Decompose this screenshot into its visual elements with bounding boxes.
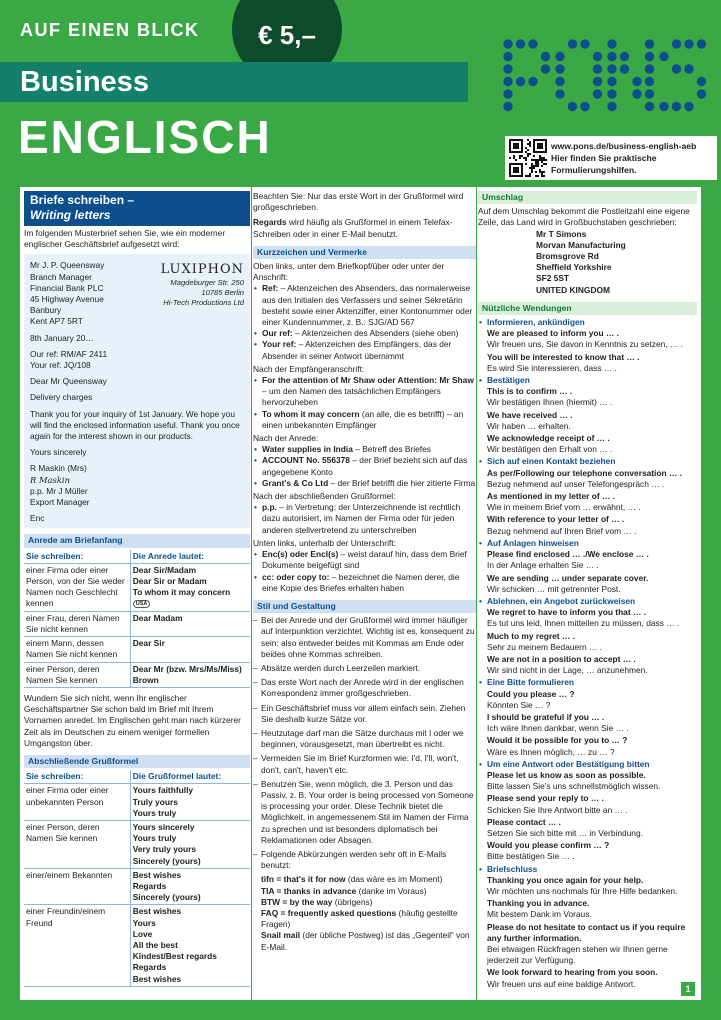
phrase-english: Would it be possible for you to … ?: [487, 735, 628, 746]
list-item: – Das erste Wort nach der Anrede wird in der englischen Korrespondenz immer großgeschrieben.: [253, 677, 476, 699]
column-phrases: [478, 187, 697, 991]
abbreviation-list: [253, 874, 476, 952]
column-notes: Beachten Sie: Nur das erste Wort in der Grußformel wird großgeschrieben. Regards wird häufig als Grußformel in einem Telefax-Schreiben oder in einer E-Mail benutzt. Kurzzeichen und Vermerke Oben links, unter dem Briefkopf/über oder unter der Anschrift: • Ref: – Aktenzeichen des Absenders, das normalerweise aus den Initialen des Verfassers und seiner Sekretärin besteht sowie einer Aktenziffer, einer Kontonummer oder einer Kundennummer, z. B.: SJG/AD 567 • Our ref: – Aktenzeichen des Absenders (siehe oben) • Your ref: – Aktenzeichen des Empfängers, das der Absender in seiner Antwort übernimmt Nach der Empfängeranschrift: • For the attention of Mr Shaw oder Attention: Mr Shaw – um den Namen des tatsächlichen Empfängers hervorzuheben • To whom it may concern (an alle, die es betrifft) – an einen unbekannten Empfänger Nach der Anrede: • Water supplies in India – Betreff des Briefes • ACCOUNT No. 556378 – der Brief bezieht sich auf das angegebene Konto • Grant's & Co Ltd – der Brief betrifft die hier zitierte Firma Nach der abschließenden Grußformel: • p.p. – in Vertretung; der Unterzeichnende ist rechtlich dazu autorisiert, im Namen der Firma oder für jeden anderen stellvertretend zu unterschreiben Unten links, unterhalb der Unterschrift: • Enc(s) oder Encl(s) – weist darauf hin, dass dem Brief Dokumente beigefügt sind • cc: oder copy to: – bezeichnet die Namen derer, die eine Kopie des Briefes erhalten haben Stil und Gestaltung – Bei der Anrede und der Grußformel wird immer häufiger auf Interpunktion verzichtet. Wichtig ist es, konsequent zu sein: also entweder beides mit Kommas am Ende oder beides ohne Kommas schreiben. – Absätze werden durch Leerzeilen markiert. – Das erste Wort nach der Anrede wird in der englischen Korrespondenz immer großgeschrieben. – Ein Geschäftsbrief muss vor allem einfach sein. Ziehen Sie deshalb kurze Sätze vor. – Heutzutage darf man die Sätze durchaus mit I oder we beginnen, vorausgesetzt, man übertreibt es nicht. – Vermeiden Sie im Brief Kurzformen wie: I'd, I'll, won't, don't, can't, haven't etc. – Benutzen Sie, wenn möglich, die 3. Person und das Passiv, z. B. Your order is being processed von Someone is processing your order. Diese Technik bietet die Möglichkeit, in angemessenem Stil im Namen der Firma zu sprechen und ist besonders diplomatisch bei Reklamationen oder Absagen. – Folgende Abkürzungen werden sehr oft in E-Mails benutzt: tifn = that's it for now (das wäre es im Moment) TIA = thanks in advance (danke im Voraus) BTW = by the way (übrigens) FAQ = frequently asked questions (häufig gestellte Fragen) Snail mail (der übliche Postweg) ist das „Gegenteil“ von E-Mail.: [253, 187, 476, 953]
list-item: • ACCOUNT No. 556378 – der Brief bezieht sich auf das angegebene Konto: [253, 455, 476, 477]
phrase-group-heading: • Eine Bitte formulieren: [478, 677, 697, 688]
handwritten-signature: R Maskin: [30, 474, 70, 485]
list-item: • Water supplies in India – Betreff des Briefes: [253, 444, 476, 455]
phrase-english: Please send your reply to … .: [487, 793, 604, 804]
qr-info-box[interactable]: [505, 136, 717, 180]
column-divider: [476, 187, 477, 1000]
company-logo: LUXIPHON: [160, 262, 244, 278]
phrase-group-heading: • Briefschluss: [478, 864, 697, 875]
list-item: FAQ = frequently asked questions (häufig gestellte Fragen): [261, 907, 458, 930]
phrase-german: Bei etwaigen Rückfragen stehen wir Ihnen gerne jederzeit zur Verfügung.: [487, 944, 668, 966]
letter-signature-block: R Maskin (Mrs) R Maskin p.p. Mr J Müller Export Manager: [30, 463, 244, 508]
phrase-english: This is to confirm … .: [487, 386, 573, 397]
letterhead: LUXIPHON Magdeburger Str. 250 10785 Berlin Hi-Tech Productions Ltd: [148, 262, 244, 307]
letter-enclosure: Enc: [30, 513, 45, 524]
phrase-german: Könnten Sie … ?: [487, 699, 551, 710]
umschlag-text: Auf dem Umschlag bekommt die Postleitzahl eine eigene Zeile, das Land wird in Großbuchstaben geschrieben:: [478, 206, 690, 228]
phrase-german: Wie in meinem Brief vom … erwähnt, … .: [487, 502, 641, 513]
page-number: 1: [681, 982, 695, 996]
phrase-group-heading: • Um eine Antwort oder Bestätigung bitten: [478, 759, 697, 770]
anrede-list: [253, 444, 476, 489]
phrase-english: We are not in a position to accept … .: [487, 653, 636, 664]
phrase-german: Bitte bestätigen Sie … .: [487, 851, 575, 862]
phrase-group-heading: • Sich auf einen Kontakt beziehen: [478, 456, 697, 467]
phrase-german: Ich wäre Ihnen dankbar, wenn Sie … .: [487, 723, 629, 734]
page-header: [0, 0, 721, 190]
letter-subject: Delivery charges: [30, 392, 93, 403]
list-item: • Grant's & Co Ltd – der Brief betrifft die hier zitierte Firma: [253, 478, 476, 489]
qr-text-1: Hier finden Sie praktische: [551, 153, 657, 163]
phrase-german: Mit bestem Dank im Voraus.: [487, 909, 592, 920]
phrase-english: Much to my regret … .: [487, 630, 575, 641]
phrase-english: We acknowledge receipt of … .: [487, 433, 610, 444]
qr-code-icon[interactable]: [509, 139, 547, 177]
table-row: einer Person, deren Namen Sie kennen Dear Mr (bzw. Mrs/Ms/Miss) Brown: [24, 662, 250, 687]
table-row: einer Person, deren Namen Sie kennen Yours sincerely Yours truly Very truly yours Sincerely (yours): [24, 820, 250, 868]
list-item: tifn = that's it for now (das wäre es im Moment): [261, 874, 443, 885]
phrase-english: Please do not hesitate to contact us if you require any further information.: [487, 921, 686, 943]
phrase-german: Wir freuen uns auf eine baldige Antwort.: [487, 978, 636, 989]
phrase-german: Wir bestätigen den Erhalt von … .: [487, 444, 613, 455]
gruss-list: [253, 502, 476, 536]
phrase-english: We are sending … under separate cover.: [487, 572, 649, 583]
list-item: • Your ref: – Aktenzeichen des Empfängers, das der Absender in seiner Antwort übernimmt: [253, 339, 476, 361]
list-item: – Absätze werden durch Leerzeilen markiert.: [253, 663, 476, 674]
letters-intro: Im folgenden Musterbrief sehen Sie, wie ein moderner englischer Geschäftsbrief aufgesetzt wird:: [24, 228, 226, 250]
section-title-kurzzeichen: Kurzzeichen und Vermerke: [253, 246, 476, 259]
phrase-english: We look forward to hearing from you soon.: [487, 967, 658, 978]
section-title-letters: Briefe schreiben – Writing letters: [24, 191, 250, 226]
phrase-english: We regret to have to inform you that … .: [487, 607, 646, 618]
list-item: – Heutzutage darf man die Sätze durchaus mit I oder we beginnen, vorausgesetzt, man übertreibt es nicht.: [253, 728, 476, 750]
list-item: • Enc(s) oder Encl(s) – weist darauf hin, dass dem Brief Dokumente beigefügt sind: [253, 549, 476, 571]
empf-list: [253, 375, 476, 431]
phrase-english: You will be interested to know that … .: [487, 351, 640, 362]
list-item: – Ein Geschäftsbrief muss vor allem einfach sein. Ziehen Sie deshalb kurze Sätze vor.: [253, 703, 476, 725]
regards-note: Regards wird häufig als Grußformel in einem Telefax-Schreiben oder in einer E-Mail benutzt.: [253, 217, 453, 239]
phrase-german: Schicken Sie Ihre Antwort bitte an … .: [487, 804, 628, 815]
content-sheet: [20, 187, 701, 1000]
anrede-table: Sie schreiben: Die Anrede lautet: einer Firma oder einer Person, von der Sie weder Namen noch Geschlecht kennen Dear Sir/Madam Dear Sir or Madam To whom it may concern USA einer Frau, deren Namen Sie nicht kennen Dear Madam einem Mann, dessen Namen Sie nicht kennen Dear Sir einer Person, deren Namen Sie kennen Dear Mr (bzw. Mrs/Ms/Miss) Brown: [24, 550, 250, 688]
phrase-group-heading: • Ablehnen, ein Angebot zurückweisen: [478, 596, 697, 607]
list-item: – Benutzen Sie, wenn möglich, die 3. Person und das Passiv, z. B. Your order is being processed von Someone is processing your order. Diese Technik bietet die Möglichkeit, in angemessenem Stil im Namen der Firma zu sprechen und ist besonders diplomatisch bei Reklamationen oder Absagen.: [253, 779, 476, 846]
phrase-german: Wir bestätigen Ihnen (hiermit) … .: [487, 397, 613, 408]
pons-logo: [502, 36, 712, 116]
anrede-note: Wundern Sie sich nicht, wenn Ihr englischer Geschäftspartner Sie schon bald im Brief mit Ihrem Vornamen anredet. Im Englischen geht man nach kürzerer Zeit als im Deutschen zu einem weniger formellen Umgangston über.: [24, 692, 241, 748]
list-item: • Our ref: – Aktenzeichen des Absenders (siehe oben): [253, 328, 476, 339]
recipient-address: Mr J. P. Queensway Branch Manager Financial Bank PLC 45 Highway Avenue Banbury Kent AP7 5RT: [30, 260, 105, 327]
stil-list: [253, 615, 476, 871]
phrase-english: Please contact … .: [487, 816, 562, 827]
phrase-english: Thanking you in advance.: [487, 898, 590, 909]
letter-date: 8th January 20…: [30, 332, 94, 343]
section-title-umschlag: Umschlag: [478, 191, 697, 204]
phrase-german: Wir möchten uns nochmals für Ihre Hilfe bedanken.: [487, 885, 678, 896]
list-item: • p.p. – in Vertretung; der Unterzeichnende ist rechtlich dazu autorisiert, im Namen der Firma oder für jeden anderen stellvertretend zu unterschreiben: [253, 502, 476, 536]
title-englisch: ENGLISCH: [18, 111, 272, 163]
qr-url[interactable]: www.pons.de/business-english-aeb: [551, 141, 697, 151]
phrase-german: Wir schicken … mit getrennter Post.: [487, 583, 621, 594]
list-item: BTW = by the way (übrigens): [261, 896, 373, 907]
phrase-english: Please find enclosed … ./We enclose … .: [487, 549, 649, 560]
qr-text-2: Formulierungshilfen.: [551, 165, 637, 175]
letter-refs: Our ref: RM/AF 2411 Your ref: JQ/108: [30, 348, 108, 371]
kurz-list: [253, 283, 476, 361]
list-item: Snail mail (der übliche Postweg) ist das „Gegenteil“ von E-Mail.: [261, 930, 470, 952]
unten-list: [253, 549, 476, 594]
phrase-german: Es tut uns leid, Ihnen mitteilen zu müssen, dass … .: [487, 618, 680, 629]
phrase-group-heading: • Informieren, ankündigen: [478, 317, 697, 328]
phrase-english: Please let us know as soon as possible.: [487, 769, 646, 780]
list-item: • To whom it may concern (an alle, die es betrifft) – an einen unbekannten Empfänger: [253, 409, 476, 431]
phrase-german: Bezug nehmend auf Ihren Brief vom … .: [487, 525, 637, 536]
phrase-english: With reference to your letter of … .: [487, 514, 625, 525]
phrase-english: Could you please … ?: [487, 688, 575, 699]
section-title-stil: Stil und Gestaltung: [253, 600, 476, 613]
letter-salutation: Dear Mr Queensway: [30, 376, 107, 387]
phrase-english: We have received … .: [487, 409, 573, 420]
phrase-german: Wir haben … erhalten.: [487, 420, 571, 431]
list-item: • Ref: – Aktenzeichen des Absenders, das normalerweise aus den Initialen des Verfassers und seiner Sekretärin besteht sowie einer Aktenziffer, einer Kontonummer oder einer Kundennummer, z. B.: SJG/AD 567: [253, 283, 476, 328]
table-row: einer Frau, deren Namen Sie nicht kennen Dear Madam: [24, 611, 250, 636]
phrase-german: Bitte lassen Sie's uns schnellstmöglich wissen.: [487, 781, 661, 792]
price-badge: € 5,–: [232, 0, 342, 84]
list-item: – Vermeiden Sie im Brief Kurzformen wie: I'd, I'll, won't, don't, can't, haven't etc.: [253, 753, 476, 775]
table-row: einer Firma oder einer Person, von der Sie weder Namen noch Geschlecht kennen Dear Sir/Madam Dear Sir or Madam To whom it may concern USA: [24, 563, 250, 611]
list-item: – Folgende Abkürzungen werden sehr oft in E-Mails benutzt:: [253, 849, 476, 871]
phrase-german: Setzen Sie sich bitte mit … in Verbindung.: [487, 827, 643, 838]
table-row: einer Freundin/einem Freund Best wishes Yours Love All the best Kindest/Best regards Regards Best wishes: [24, 905, 250, 986]
letter-closing: Yours sincerely: [30, 447, 87, 458]
table-row: einem Mann, dessen Namen Sie nicht kennen Dear Sir: [24, 637, 250, 662]
section-title-wendungen: Nützliche Wendungen: [478, 302, 697, 315]
phrase-english: Would you please confirm … ?: [487, 840, 610, 851]
phrase-english: As mentioned in my letter of … .: [487, 491, 615, 502]
envelope-address: Mr T Simons Morvan Manufacturing Bromsgrove Rd Sheffield Yorkshire SF2 5ST UNITED KINGDOM: [536, 228, 626, 295]
section-title-gruss: Abschließende Grußformel: [24, 755, 250, 768]
sample-letter: [24, 254, 250, 528]
list-item: • cc: oder copy to: – bezeichnet die Namen derer, die eine Kopie des Briefes erhalten haben: [253, 572, 476, 594]
phrase-group-heading: • Auf Anlagen hinweisen: [478, 538, 697, 549]
phrase-german: Bezug nehmend auf unser Telefongespräch … .: [487, 478, 665, 489]
phrase-group-heading: • Bestätigen: [478, 375, 697, 386]
gruss-table: Sie schreiben: Die Grußformel lautet: einer Firma oder einer unbekannten Person Yours faithfully Truly yours Yours truly einer Person, deren Namen Sie kennen Yours sincerely Yours truly Very truly yours Sincerely (yours) einer/einem Bekannten Best wishes Regards Sincerely (yours) einer Freundin/einem Freund Best wishes Yours Love All the best Kindest/Best regards Regards Best wishes: [24, 770, 250, 987]
table-row: einer Firma oder einer unbekannten Person Yours faithfully Truly yours Yours truly: [24, 784, 250, 821]
phrase-german: Wir sind nicht in der Lage, … anzunehmen.: [487, 665, 648, 676]
column-divider: [251, 187, 252, 1000]
series-label: AUF EINEN BLICK: [20, 20, 200, 40]
list-item: – Bei der Anrede und der Grußformel wird immer häufiger auf Interpunktion verzichtet. Wichtig ist es, konsequent zu sein: also entweder beides mit Kommas am Ende oder beides ohne Kommas schreiben.: [253, 615, 476, 660]
letter-body: Thank you for your inquiry of 1st January. We hope you will find the enclosed information useful. Thank you once again for the interest shown in our products.: [30, 408, 240, 442]
section-title-anrede: Anrede am Briefanfang: [24, 534, 250, 547]
table-row: einer/einem Bekannten Best wishes Regards Sincerely (yours): [24, 868, 250, 905]
title-business: Business: [20, 66, 149, 98]
phrase-english: We are pleased to inform you … .: [487, 328, 620, 339]
grussformel-note: Beachten Sie: Nur das erste Wort in der Grußformel wird großgeschrieben.: [253, 191, 464, 213]
phrase-list: [478, 317, 697, 990]
phrase-german: Es wird Sie interessieren, dass … .: [487, 362, 617, 373]
phrase-german: Wir freuen uns, Sie davon in Kenntnis zu setzen, … .: [487, 339, 683, 350]
phrase-german: Wäre es Ihnen möglich, … zu … ?: [487, 746, 615, 757]
phrase-english: I should be grateful if you … .: [487, 711, 605, 722]
usa-badge: USA: [133, 600, 151, 608]
phrase-english: As per/Following our telephone conversation … .: [487, 467, 682, 478]
phrase-english: Thanking you once again for your help.: [487, 874, 644, 885]
list-item: • For the attention of Mr Shaw oder Attention: Mr Shaw – um den Namen des tatsächlichen Empfängers hervorzuheben: [253, 375, 476, 409]
column-letters: [24, 187, 250, 987]
list-item: TIA = thanks in advance (danke im Voraus): [261, 885, 427, 896]
phrase-german: In der Anlage erhalten Sie … .: [487, 560, 599, 571]
phrase-german: Sehr zu meinem Bedauern … .: [487, 641, 602, 652]
